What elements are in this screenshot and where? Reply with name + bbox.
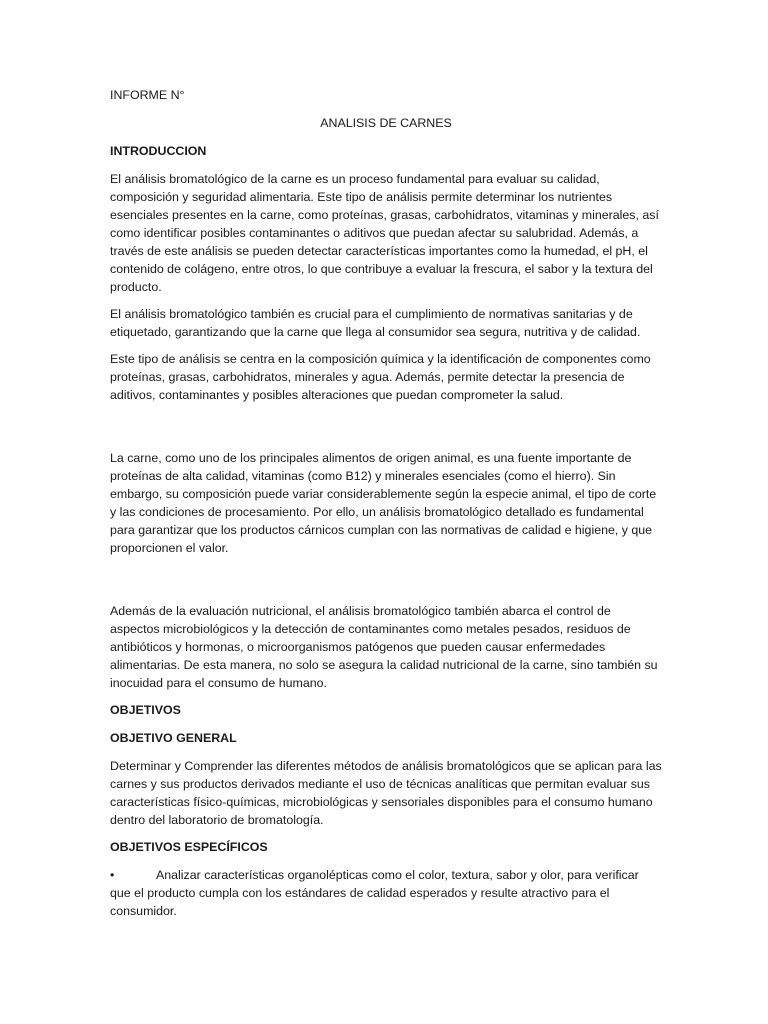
intro-paragraph-3: Este tipo de análisis se centra en la composición química y la identificación de componentes como proteínas, grasas, carbohidratos, minerales y agua. Además, permite detectar la presencia de aditivos, contaminantes y posibles alteraciones que puedan comprometer la salud. <box>110 352 651 402</box>
general-objective-heading: OBJETIVO GENERAL <box>110 731 237 745</box>
specific-objective-item <box>110 866 662 920</box>
document-page <box>110 86 662 920</box>
intro-paragraph-2: El análisis bromatológico también es crucial para el cumplimiento de normativas sanitarias y de etiquetado, garantizando que la carne que llega al consumidor sea segura, nutritiva y de calidad. <box>110 307 641 339</box>
specific-objectives-heading: OBJETIVOS ESPECÍFICOS <box>110 840 268 854</box>
objectives-heading: OBJETIVOS <box>110 703 181 717</box>
document-title: ANALISIS DE CARNES <box>320 116 452 130</box>
intro-paragraph-5: Además de la evaluación nutricional, el análisis bromatológico también abarca el control de aspectos microbiológicos y la detección de contaminantes como metales pesados, residuos de antibióticos y hormonas, o microorganismos patógenos que pueden causar enfermedades alimentarias. De esta manera, no solo se asegura la calidad nutricional de la carne, sino también su inocuidad para el consumo de humano. <box>110 604 658 690</box>
report-number-label: INFORME N° <box>110 88 185 102</box>
intro-paragraph-1: El análisis bromatológico de la carne es un proceso fundamental para evaluar su calidad, composición y seguridad alimentaria. Este tipo de análisis permite determinar los nutrientes esenciales presentes en la carne, como proteínas, grasas, carbohidratos, vitaminas y minerales, así como identificar posibles contaminantes o aditivos que puedan afectar su salubridad. Además, a través de este análisis se pueden detectar características importantes como la humedad, el pH, el contenido de colágeno, entre otros, lo que contribuye a evaluar la frescura, el sabor y la textura del producto. <box>110 172 659 294</box>
specific-objective-text: Analizar características organolépticas como el color, textura, sabor y olor, para verificar que el producto cumpla con los estándares de calidad esperados y resulte atractivo para el consumidor. <box>110 868 639 918</box>
intro-paragraph-4: La carne, como uno de los principales alimentos de origen animal, es una fuente importante de proteínas de alta calidad, vitaminas (como B12) y minerales esenciales (como el hierro). Sin embargo, su composición puede variar considerablemente según la especie animal, el tipo de corte y las condiciones de procesamiento. Por ello, un análisis bromatológico detallado es fundamental para garantizar que los productos cárnicos cumplan con las normativas de calidad e higiene, y que proporcionen el valor. <box>110 451 657 555</box>
bullet-icon: • <box>110 868 115 882</box>
general-objective-text: Determinar y Comprender las diferentes métodos de análisis bromatológicos que se aplican para las carnes y sus productos derivados mediante el uso de técnicas analíticas que permitan evaluar sus características físico-químicas, microbiológicas y sensoriales disponibles para el consumo humano dentro del laboratorio de bromatología. <box>110 759 662 827</box>
introduction-heading: INTRODUCCION <box>110 144 207 158</box>
